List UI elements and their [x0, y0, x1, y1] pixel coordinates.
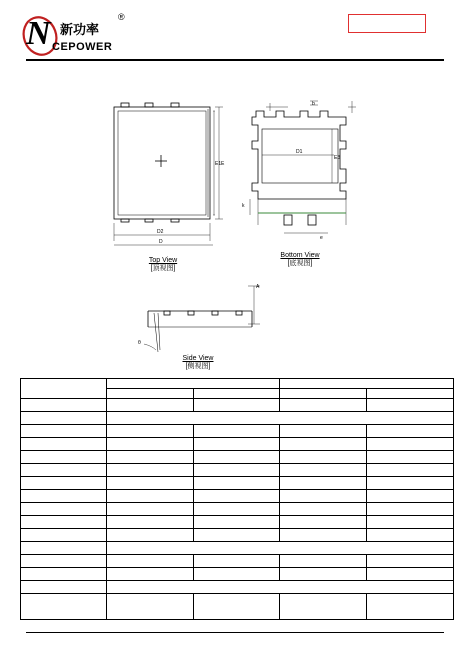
table-cell: [194, 555, 280, 568]
table-cell: [367, 503, 454, 516]
dim-e-pitch-label: e: [320, 235, 323, 241]
table-cell: [21, 464, 107, 477]
table-cell: [194, 594, 280, 620]
table-cell: [107, 438, 194, 451]
table-cell: [367, 425, 454, 438]
table-row: [21, 490, 454, 503]
table-cell: [107, 542, 454, 555]
table-cell: [280, 568, 367, 581]
table-cell: [367, 389, 454, 399]
company-logo: [20, 12, 130, 58]
table-cell: [280, 379, 454, 389]
table-row: [21, 438, 454, 451]
table-row: [21, 594, 454, 620]
bottom-view-drawing: [238, 95, 366, 250]
table-cell: [21, 490, 107, 503]
part-number-box: [348, 14, 426, 33]
table-cell: [21, 529, 107, 542]
table-cell: [367, 490, 454, 503]
table-cell: [107, 425, 194, 438]
table-cell: [280, 389, 367, 399]
table-cell: [280, 438, 367, 451]
table-row: [21, 568, 454, 581]
table-cell: [107, 568, 194, 581]
table-row: [21, 503, 454, 516]
table-cell: [194, 529, 280, 542]
table-cell: [280, 451, 367, 464]
table-cell: [21, 438, 107, 451]
table-cell: [194, 399, 280, 412]
table-cell: [21, 399, 107, 412]
table-cell: [194, 568, 280, 581]
bottom-view-caption: [262, 252, 338, 268]
dim-d1-label: D1: [296, 149, 303, 155]
table-cell: [107, 464, 194, 477]
table-cell: [194, 451, 280, 464]
logo-letter: N: [26, 15, 51, 52]
header-divider: [26, 59, 444, 61]
dim-e-label: E: [221, 161, 225, 167]
table-cell: [107, 389, 194, 399]
table-cell: [367, 464, 454, 477]
table-cell: [280, 464, 367, 477]
table-cell: [194, 389, 280, 399]
dim-d2-label: D2: [157, 229, 164, 235]
table-cell: [107, 594, 194, 620]
table-row: [21, 529, 454, 542]
table-cell: [107, 581, 454, 594]
dim-a-label: A: [256, 284, 260, 290]
table-cell: [21, 594, 107, 620]
table-cell: [280, 425, 367, 438]
table-row: [21, 516, 454, 529]
table-cell: [280, 516, 367, 529]
table-cell: [194, 516, 280, 529]
table-cell: [367, 529, 454, 542]
bottom-view-caption-cn: [底视图]: [287, 260, 313, 267]
table-row: [21, 464, 454, 477]
table-cell: [280, 399, 367, 412]
table-row: [21, 555, 454, 568]
table-cell: [21, 542, 107, 555]
table-row: [21, 477, 454, 490]
table-cell: [280, 594, 367, 620]
table-cell: [107, 503, 194, 516]
table-cell: [107, 379, 280, 389]
table-cell: [367, 516, 454, 529]
table-cell: [107, 529, 194, 542]
table-cell: [367, 477, 454, 490]
table-cell: [107, 555, 194, 568]
table-cell: [367, 555, 454, 568]
table-cell: [194, 490, 280, 503]
logo-english-name: CEPOWER: [52, 41, 113, 53]
dimension-table: [20, 378, 454, 620]
table-cell: [107, 477, 194, 490]
dim-k-label: k: [242, 203, 245, 209]
table-cell: [280, 555, 367, 568]
side-view-caption: [160, 355, 236, 371]
table-row: [21, 399, 454, 412]
logo-chinese-name: 新功率: [60, 22, 100, 37]
table-cell: [21, 477, 107, 490]
top-view-drawing: [105, 95, 235, 257]
registered-mark: ®: [118, 12, 125, 22]
top-view-caption: [128, 257, 198, 273]
footer-divider: [26, 632, 444, 633]
table-cell: [367, 399, 454, 412]
table-cell: [280, 490, 367, 503]
side-view-drawing: [130, 280, 270, 355]
table-cell: [21, 516, 107, 529]
table-cell: [21, 581, 107, 594]
table-cell: [21, 503, 107, 516]
table-cell: [107, 399, 194, 412]
table-cell: [367, 451, 454, 464]
table-cell: [194, 477, 280, 490]
dim-e1-label: E1: [215, 161, 222, 167]
table-cell: [194, 464, 280, 477]
table-cell: [280, 477, 367, 490]
dim-e3-label: E3: [334, 155, 341, 161]
table-cell: [107, 412, 454, 425]
bottom-view-caption-en: Bottom View: [280, 252, 320, 259]
side-view-caption-cn: [侧视图]: [185, 363, 211, 370]
table-cell: [194, 425, 280, 438]
table-cell: [107, 451, 194, 464]
table-row: [21, 412, 454, 425]
table-cell: [21, 555, 107, 568]
table-cell: [107, 490, 194, 503]
table-cell: [21, 379, 107, 399]
table-row: [21, 581, 454, 594]
table-row: [21, 425, 454, 438]
dim-theta-label: θ: [138, 340, 141, 346]
table-cell: [107, 516, 194, 529]
table-cell: [280, 529, 367, 542]
table-cell: [194, 438, 280, 451]
table-row: [21, 542, 454, 555]
table-cell: [367, 438, 454, 451]
table-cell: [280, 503, 367, 516]
table-cell: [21, 451, 107, 464]
table-header-row: [21, 379, 454, 389]
table-cell: [367, 594, 454, 620]
table-cell: [21, 412, 107, 425]
top-view-caption-en: Top View: [148, 257, 178, 264]
side-view-caption-en: Side View: [182, 355, 214, 362]
table-cell: [194, 503, 280, 516]
top-view-caption-cn: [顶视图]: [150, 265, 176, 272]
dim-d-label: D: [159, 239, 163, 245]
table-cell: [367, 568, 454, 581]
dim-b-label: b: [312, 101, 315, 107]
table-cell: [21, 568, 107, 581]
table-row: [21, 451, 454, 464]
table-cell: [21, 425, 107, 438]
